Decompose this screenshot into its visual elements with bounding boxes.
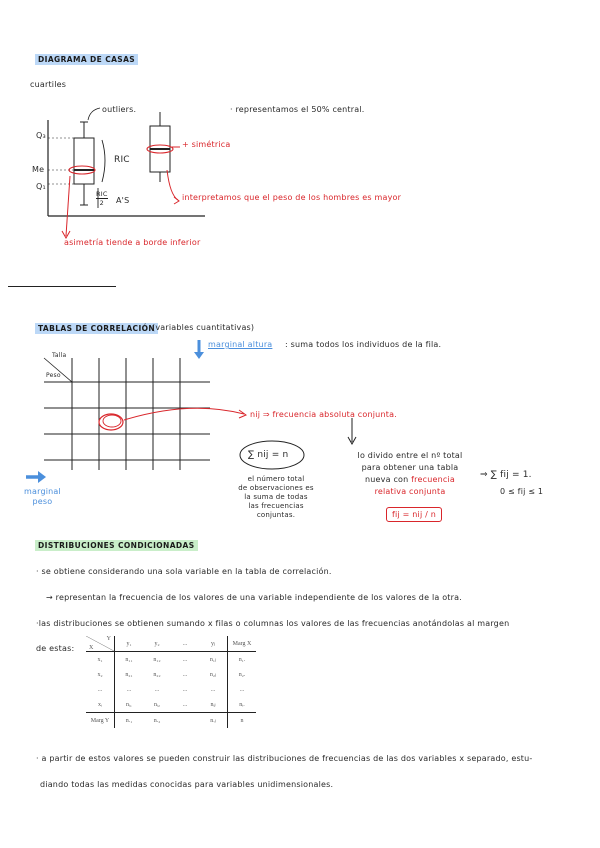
table-row: x₁ n₁₁ n₁₂ ... n₁ⱼ n₁.: [86, 652, 256, 668]
divide-note: lo divido entre el nº total para obtener una tabla nueva con frecuencia relativa conjunta: [357, 451, 463, 496]
label-cuartiles: cuartiles: [30, 80, 67, 89]
box-1: [74, 138, 94, 184]
label-q3: Q₃: [36, 131, 46, 140]
section2-title: TABLAS DE CORRELACIÓN: [35, 323, 158, 334]
section3-line1: · se obtiene considerando una sola variable en la tabla de correlación.: [36, 567, 332, 576]
margin-height-label: marginal altura: [208, 340, 273, 349]
margin-weight-label: marginal peso: [24, 487, 61, 506]
section3-line5: · a partir de estos valores se pueden construir las distribuciones de frecuencias de las dos variables x separado, estu-: [36, 754, 533, 763]
boxplot-diagram: [0, 0, 600, 300]
section3-line2: → representan la frecuencia de los valores de una variable independiente de los valores de la otra.: [46, 593, 462, 602]
table-row: Marg Y n.₁ n.₂ n.ⱼ n: [86, 713, 256, 729]
sum-formula: ∑ nij = n: [248, 450, 289, 460]
note-simetrica: + simétrica: [182, 140, 231, 149]
note-interpretacion: interpretamos que el peso de los hombres es mayor: [182, 193, 402, 202]
section2-subtitle: (variables cuantitativas): [152, 323, 255, 332]
label-outliers: outliers.: [102, 105, 137, 114]
section3-line3: ·las distribuciones se obtienen sumando x filas o columnas los valores de las frecuencias anotándolas al margen: [36, 619, 510, 628]
note-50-central: · representamos el 50% central.: [230, 105, 365, 114]
section-divider: [8, 286, 116, 287]
label-talla: Talla: [52, 352, 67, 359]
marginal-table: Y X y₁ y₂ ... yⱼ Marg X x₁ n₁₁ n₁₂ ... n₁ⱼ n₁. x₂ n₂₁ n₂₂ ... n₂ⱼ n₂. ... ... ... ... ... ... xᵢ nᵢ₁ nᵢ₂ ... nᵢⱼ nᵢ. Marg Y n.₁ n.₂ n.ⱼ n: [86, 636, 256, 728]
label-peso: Peso: [46, 372, 61, 379]
label-ric-fraction: RIC 2: [96, 190, 108, 207]
section3-title: DISTRIBUCIONES CONDICIONADAS: [35, 540, 198, 551]
fij-formula: fij = nij / n: [386, 507, 442, 522]
label-q1: Q₁: [36, 182, 46, 191]
sum-note: el número total de observaciones es la suma de todas las frecuencias conjuntas.: [238, 475, 314, 519]
note-asimetria: asimetría tiende a borde inferior: [64, 238, 201, 247]
nij-note: nij ⇒ frecuencia absoluta conjunta.: [250, 410, 397, 419]
label-ric: RIC: [114, 155, 130, 165]
table-row: ... ... ... ... ... ...: [86, 682, 256, 697]
label-me: Me: [32, 165, 45, 174]
section3-line6: diando todas las medidas conocidas para variables unidimensionales.: [40, 780, 334, 789]
table-row: xᵢ nᵢ₁ nᵢ₂ ... nᵢⱼ nᵢ.: [86, 697, 256, 713]
table-row: x₂ n₂₁ n₂₂ ... n₂ⱼ n₂.: [86, 667, 256, 682]
margin-height-note: : suma todos los individuos de la fila.: [285, 340, 442, 349]
implies-sum: ⇒ ∑ fij = 1.: [480, 470, 532, 480]
section1-title: DIAGRAMA DE CASAS: [35, 54, 138, 65]
implies-range: 0 ≤ fij ≤ 1: [500, 487, 544, 496]
section3-line4: de estas:: [36, 644, 75, 653]
label-as: A'S: [116, 196, 130, 205]
table-corner: Y X: [86, 636, 115, 652]
